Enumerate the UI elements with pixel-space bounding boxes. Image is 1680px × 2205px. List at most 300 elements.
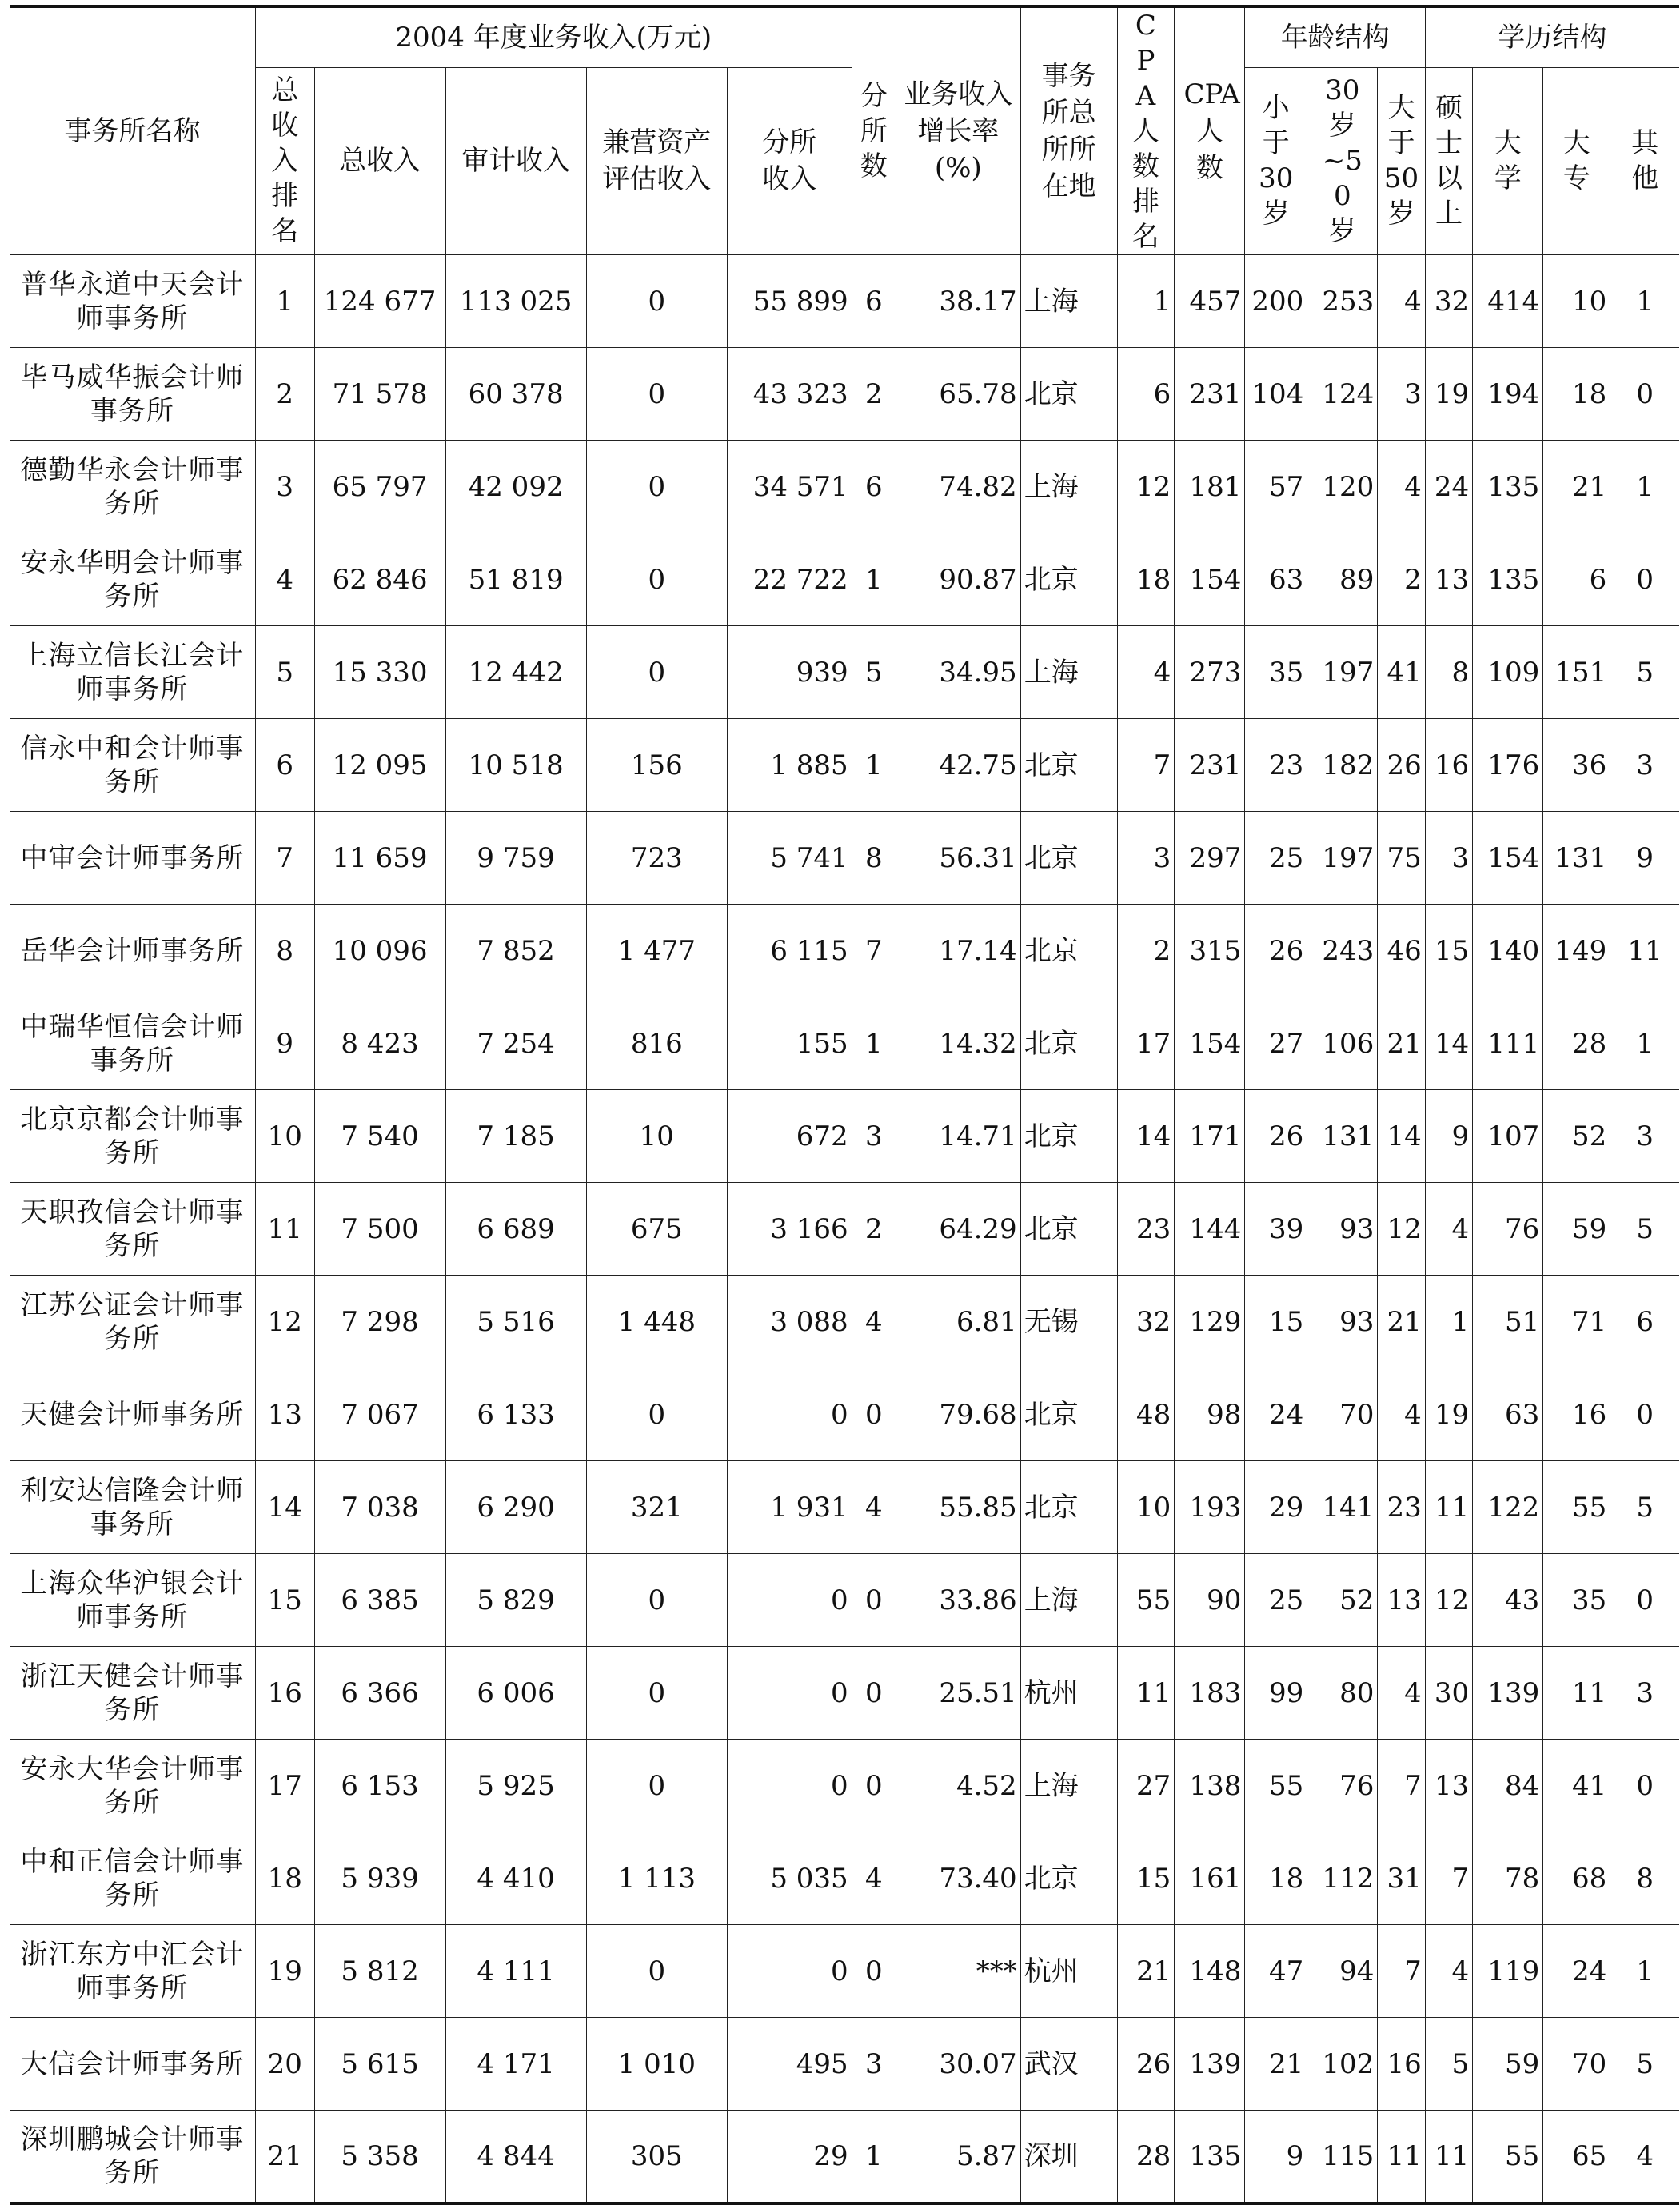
asset-eval-income-cell: 675 [586, 1183, 727, 1276]
audit-income-cell: 12 442 [445, 626, 586, 719]
edu-bachelor-cell: 176 [1473, 719, 1543, 812]
age-under-30-cell: 63 [1245, 533, 1307, 626]
age-over-50-cell: 23 [1378, 1461, 1425, 1554]
edu-bachelor-cell: 111 [1473, 997, 1543, 1090]
age-under-30-cell: 200 [1245, 255, 1307, 348]
asset-eval-income-cell: 1 010 [586, 2018, 727, 2111]
cpa-rank-cell: 32 [1117, 1276, 1175, 1368]
age-under-30-cell: 26 [1245, 905, 1307, 997]
cpa-rank-cell: 10 [1117, 1461, 1175, 1554]
cpa-count-cell: 154 [1175, 533, 1245, 626]
audit-income-cell: 60 378 [445, 348, 586, 441]
edu-other-cell: 1 [1610, 441, 1679, 533]
age-30-50-cell: 106 [1307, 997, 1378, 1090]
edu-other-cell: 6 [1610, 1276, 1679, 1368]
age-30-50-cell: 70 [1307, 1368, 1378, 1461]
edu-other-cell: 11 [1610, 905, 1679, 997]
edu-college-cell: 68 [1543, 1832, 1610, 1925]
age-over-50-cell: 13 [1378, 1554, 1425, 1647]
edu-college-cell: 35 [1543, 1554, 1610, 1647]
edu-college-cell: 151 [1543, 626, 1610, 719]
firm-name-cell: 天职孜信会计师事务所 [10, 1183, 255, 1276]
cpa-rank-cell: 21 [1117, 1925, 1175, 2018]
branch-income-cell: 155 [727, 997, 852, 1090]
audit-income-cell: 4 844 [445, 2111, 586, 2203]
table-row [10, 1554, 1679, 1647]
age-over-50-cell: 75 [1378, 812, 1425, 905]
cpa-count-cell: 231 [1175, 348, 1245, 441]
cpa-count-cell: 135 [1175, 2111, 1245, 2203]
income-rank-cell: 1 [255, 255, 314, 348]
header-growth-rate: 业务收入增长率(%) [896, 6, 1020, 255]
edu-other-cell: 8 [1610, 1832, 1679, 1925]
edu-college-cell: 70 [1543, 2018, 1610, 2111]
asset-eval-income-cell: 723 [586, 812, 727, 905]
edu-other-cell: 9 [1610, 812, 1679, 905]
edu-other-cell: 0 [1610, 1554, 1679, 1647]
edu-bachelor-cell: 109 [1473, 626, 1543, 719]
branch-income-cell: 672 [727, 1090, 852, 1183]
document-page [10, 5, 1679, 2205]
header-income-rank: 总收入排名 [255, 67, 314, 254]
edu-college-cell: 11 [1543, 1647, 1610, 1740]
growth-rate-cell: 5.87 [896, 2111, 1020, 2203]
growth-rate-cell: 74.82 [896, 441, 1020, 533]
firm-name-cell: 毕马威华振会计师事务所 [10, 348, 255, 441]
income-rank-cell: 16 [255, 1647, 314, 1740]
edu-master-cell: 13 [1425, 1740, 1472, 1832]
edu-bachelor-cell: 122 [1473, 1461, 1543, 1554]
total-income-cell: 124 677 [314, 255, 445, 348]
hq-location-cell: 北京 [1020, 1368, 1117, 1461]
age-30-50-cell: 93 [1307, 1183, 1378, 1276]
edu-other-cell: 4 [1610, 2111, 1679, 2203]
hq-location-cell: 北京 [1020, 1090, 1117, 1183]
growth-rate-cell: 6.81 [896, 1276, 1020, 1368]
branch-count-cell: 8 [852, 812, 896, 905]
firm-name-cell: 中和正信会计师事务所 [10, 1832, 255, 1925]
growth-rate-cell: 33.86 [896, 1554, 1020, 1647]
age-under-30-cell: 15 [1245, 1276, 1307, 1368]
hq-location-cell: 北京 [1020, 1832, 1117, 1925]
edu-master-cell: 12 [1425, 1554, 1472, 1647]
edu-bachelor-cell: 135 [1473, 441, 1543, 533]
age-over-50-cell: 14 [1378, 1090, 1425, 1183]
age-over-50-cell: 21 [1378, 997, 1425, 1090]
header-edu-college: 大专 [1543, 67, 1610, 254]
edu-college-cell: 41 [1543, 1740, 1610, 1832]
age-30-50-cell: 182 [1307, 719, 1378, 812]
table-row [10, 1647, 1679, 1740]
branch-count-cell: 3 [852, 1090, 896, 1183]
age-30-50-cell: 253 [1307, 255, 1378, 348]
income-rank-cell: 14 [255, 1461, 314, 1554]
edu-bachelor-cell: 84 [1473, 1740, 1543, 1832]
total-income-cell: 6 366 [314, 1647, 445, 1740]
hq-location-cell: 北京 [1020, 348, 1117, 441]
firm-name-cell: 中瑞华恒信会计师事务所 [10, 997, 255, 1090]
hq-location-cell: 杭州 [1020, 1647, 1117, 1740]
table-header [10, 6, 1679, 255]
cpa-rank-cell: 27 [1117, 1740, 1175, 1832]
branch-count-cell: 3 [852, 2018, 896, 2111]
audit-income-cell: 6 133 [445, 1368, 586, 1461]
income-rank-cell: 12 [255, 1276, 314, 1368]
firm-name-cell: 岳华会计师事务所 [10, 905, 255, 997]
header-age-under-30: 小于30岁 [1245, 67, 1307, 254]
age-under-30-cell: 9 [1245, 2111, 1307, 2203]
age-under-30-cell: 26 [1245, 1090, 1307, 1183]
total-income-cell: 7 038 [314, 1461, 445, 1554]
firm-name-cell: 信永中和会计师事务所 [10, 719, 255, 812]
age-over-50-cell: 7 [1378, 1740, 1425, 1832]
edu-bachelor-cell: 119 [1473, 1925, 1543, 2018]
edu-master-cell: 11 [1425, 1461, 1472, 1554]
firm-name-cell: 德勤华永会计师事务所 [10, 441, 255, 533]
age-over-50-cell: 12 [1378, 1183, 1425, 1276]
branch-income-cell: 0 [727, 1554, 852, 1647]
audit-income-cell: 42 092 [445, 441, 586, 533]
edu-master-cell: 15 [1425, 905, 1472, 997]
branch-income-cell: 55 899 [727, 255, 852, 348]
edu-bachelor-cell: 59 [1473, 2018, 1543, 2111]
table-row [10, 533, 1679, 626]
income-rank-cell: 19 [255, 1925, 314, 2018]
edu-other-cell: 5 [1610, 1461, 1679, 1554]
firm-name-cell: 上海众华沪银会计师事务所 [10, 1554, 255, 1647]
edu-college-cell: 36 [1543, 719, 1610, 812]
hq-location-cell: 北京 [1020, 533, 1117, 626]
header-branch-income: 分所收入 [727, 67, 852, 254]
branch-count-cell: 5 [852, 626, 896, 719]
edu-master-cell: 4 [1425, 1925, 1472, 2018]
age-over-50-cell: 26 [1378, 719, 1425, 812]
branch-income-cell: 3 088 [727, 1276, 852, 1368]
edu-bachelor-cell: 107 [1473, 1090, 1543, 1183]
growth-rate-cell: 73.40 [896, 1832, 1020, 1925]
asset-eval-income-cell: 816 [586, 997, 727, 1090]
edu-master-cell: 5 [1425, 2018, 1472, 2111]
cpa-count-cell: 297 [1175, 812, 1245, 905]
total-income-cell: 11 659 [314, 812, 445, 905]
edu-college-cell: 18 [1543, 348, 1610, 441]
audit-income-cell: 9 759 [445, 812, 586, 905]
income-rank-cell: 9 [255, 997, 314, 1090]
total-income-cell: 7 067 [314, 1368, 445, 1461]
total-income-cell: 65 797 [314, 441, 445, 533]
age-over-50-cell: 11 [1378, 2111, 1425, 2203]
age-over-50-cell: 4 [1378, 1368, 1425, 1461]
age-under-30-cell: 47 [1245, 1925, 1307, 2018]
total-income-cell: 10 096 [314, 905, 445, 997]
edu-college-cell: 131 [1543, 812, 1610, 905]
edu-bachelor-cell: 76 [1473, 1183, 1543, 1276]
growth-rate-cell: 30.07 [896, 2018, 1020, 2111]
asset-eval-income-cell: 0 [586, 1647, 727, 1740]
total-income-cell: 5 615 [314, 2018, 445, 2111]
hq-location-cell: 北京 [1020, 719, 1117, 812]
age-under-30-cell: 99 [1245, 1647, 1307, 1740]
edu-college-cell: 24 [1543, 1925, 1610, 2018]
age-under-30-cell: 35 [1245, 626, 1307, 719]
branch-count-cell: 0 [852, 1647, 896, 1740]
cpa-count-cell: 129 [1175, 1276, 1245, 1368]
branch-count-cell: 0 [852, 1554, 896, 1647]
firm-name-cell: 大信会计师事务所 [10, 2018, 255, 2111]
edu-college-cell: 28 [1543, 997, 1610, 1090]
hq-location-cell: 北京 [1020, 1461, 1117, 1554]
age-30-50-cell: 115 [1307, 2111, 1378, 2203]
income-rank-cell: 17 [255, 1740, 314, 1832]
branch-count-cell: 2 [852, 348, 896, 441]
edu-college-cell: 16 [1543, 1368, 1610, 1461]
edu-bachelor-cell: 194 [1473, 348, 1543, 441]
audit-income-cell: 113 025 [445, 255, 586, 348]
audit-income-cell: 4 171 [445, 2018, 586, 2111]
edu-college-cell: 52 [1543, 1090, 1610, 1183]
branch-count-cell: 1 [852, 2111, 896, 2203]
hq-location-cell: 上海 [1020, 1740, 1117, 1832]
edu-master-cell: 3 [1425, 812, 1472, 905]
growth-rate-cell: 64.29 [896, 1183, 1020, 1276]
branch-count-cell: 2 [852, 1183, 896, 1276]
age-over-50-cell: 7 [1378, 1925, 1425, 2018]
cpa-rank-cell: 3 [1117, 812, 1175, 905]
cpa-rank-cell: 2 [1117, 905, 1175, 997]
edu-other-cell: 3 [1610, 1647, 1679, 1740]
age-under-30-cell: 23 [1245, 719, 1307, 812]
edu-bachelor-cell: 78 [1473, 1832, 1543, 1925]
cpa-count-cell: 161 [1175, 1832, 1245, 1925]
audit-income-cell: 5 829 [445, 1554, 586, 1647]
audit-income-cell: 6 689 [445, 1183, 586, 1276]
cpa-rank-cell: 48 [1117, 1368, 1175, 1461]
table-row [10, 1740, 1679, 1832]
hq-location-cell: 北京 [1020, 905, 1117, 997]
growth-rate-cell: 38.17 [896, 255, 1020, 348]
cpa-rank-cell: 23 [1117, 1183, 1175, 1276]
audit-income-cell: 7 185 [445, 1090, 586, 1183]
total-income-cell: 7 500 [314, 1183, 445, 1276]
growth-rate-cell: 65.78 [896, 348, 1020, 441]
branch-income-cell: 43 323 [727, 348, 852, 441]
edu-master-cell: 13 [1425, 533, 1472, 626]
cpa-count-cell: 193 [1175, 1461, 1245, 1554]
table-row [10, 1276, 1679, 1368]
edu-other-cell: 1 [1610, 1925, 1679, 2018]
cpa-count-cell: 154 [1175, 997, 1245, 1090]
age-30-50-cell: 80 [1307, 1647, 1378, 1740]
header-hq-location: 事务所总所所在地 [1020, 6, 1117, 255]
age-over-50-cell: 4 [1378, 255, 1425, 348]
income-rank-cell: 11 [255, 1183, 314, 1276]
edu-bachelor-cell: 51 [1473, 1276, 1543, 1368]
asset-eval-income-cell: 0 [586, 1368, 727, 1461]
accounting-firms-table [10, 5, 1679, 2205]
age-under-30-cell: 29 [1245, 1461, 1307, 1554]
total-income-cell: 71 578 [314, 348, 445, 441]
cpa-rank-cell: 6 [1117, 348, 1175, 441]
branch-income-cell: 0 [727, 1925, 852, 2018]
cpa-rank-cell: 4 [1117, 626, 1175, 719]
edu-bachelor-cell: 139 [1473, 1647, 1543, 1740]
hq-location-cell: 深圳 [1020, 2111, 1117, 2203]
income-rank-cell: 15 [255, 1554, 314, 1647]
edu-college-cell: 149 [1543, 905, 1610, 997]
age-over-50-cell: 41 [1378, 626, 1425, 719]
edu-master-cell: 19 [1425, 1368, 1472, 1461]
edu-other-cell: 0 [1610, 1740, 1679, 1832]
age-under-30-cell: 25 [1245, 812, 1307, 905]
firm-name-cell: 天健会计师事务所 [10, 1368, 255, 1461]
firm-name-cell: 深圳鹏城会计师事务所 [10, 2111, 255, 2203]
asset-eval-income-cell: 0 [586, 1554, 727, 1647]
branch-count-cell: 4 [852, 1276, 896, 1368]
growth-rate-cell: 14.71 [896, 1090, 1020, 1183]
edu-other-cell: 5 [1610, 626, 1679, 719]
age-30-50-cell: 52 [1307, 1554, 1378, 1647]
total-income-cell: 6 385 [314, 1554, 445, 1647]
branch-count-cell: 4 [852, 1461, 896, 1554]
header-age-30-50: 30岁~50岁 [1307, 67, 1378, 254]
edu-other-cell: 0 [1610, 348, 1679, 441]
growth-rate-cell: 42.75 [896, 719, 1020, 812]
header-audit-income: 审计收入 [445, 67, 586, 254]
audit-income-cell: 4 111 [445, 1925, 586, 2018]
income-rank-cell: 18 [255, 1832, 314, 1925]
branch-income-cell: 3 166 [727, 1183, 852, 1276]
cpa-rank-cell: 55 [1117, 1554, 1175, 1647]
table-row [10, 812, 1679, 905]
header-age-over-50: 大于50岁 [1378, 67, 1425, 254]
audit-income-cell: 6 006 [445, 1647, 586, 1740]
asset-eval-income-cell: 1 448 [586, 1276, 727, 1368]
income-rank-cell: 5 [255, 626, 314, 719]
growth-rate-cell: *** [896, 1925, 1020, 2018]
edu-college-cell: 55 [1543, 1461, 1610, 1554]
age-30-50-cell: 112 [1307, 1832, 1378, 1925]
cpa-count-cell: 98 [1175, 1368, 1245, 1461]
cpa-rank-cell: 18 [1117, 533, 1175, 626]
age-over-50-cell: 16 [1378, 2018, 1425, 2111]
branch-count-cell: 6 [852, 441, 896, 533]
edu-bachelor-cell: 140 [1473, 905, 1543, 997]
edu-bachelor-cell: 154 [1473, 812, 1543, 905]
header-total-income: 总收入 [314, 67, 445, 254]
income-rank-cell: 4 [255, 533, 314, 626]
edu-college-cell: 65 [1543, 2111, 1610, 2203]
age-over-50-cell: 2 [1378, 533, 1425, 626]
total-income-cell: 7 540 [314, 1090, 445, 1183]
total-income-cell: 5 358 [314, 2111, 445, 2203]
age-over-50-cell: 46 [1378, 905, 1425, 997]
edu-other-cell: 1 [1610, 997, 1679, 1090]
hq-location-cell: 北京 [1020, 997, 1117, 1090]
growth-rate-cell: 79.68 [896, 1368, 1020, 1461]
growth-rate-cell: 25.51 [896, 1647, 1020, 1740]
edu-other-cell: 1 [1610, 255, 1679, 348]
hq-location-cell: 杭州 [1020, 1925, 1117, 2018]
asset-eval-income-cell: 0 [586, 533, 727, 626]
header-income-group: 2004 年度业务收入(万元) [255, 6, 852, 67]
cpa-rank-cell: 28 [1117, 2111, 1175, 2203]
table-row [10, 441, 1679, 533]
audit-income-cell: 5 516 [445, 1276, 586, 1368]
edu-master-cell: 32 [1425, 255, 1472, 348]
asset-eval-income-cell: 1 477 [586, 905, 727, 997]
age-under-30-cell: 24 [1245, 1368, 1307, 1461]
audit-income-cell: 10 518 [445, 719, 586, 812]
header-edu-master: 硕士以上 [1425, 67, 1472, 254]
total-income-cell: 62 846 [314, 533, 445, 626]
header-asset-eval-income: 兼营资产评估收入 [586, 67, 727, 254]
branch-income-cell: 22 722 [727, 533, 852, 626]
edu-college-cell: 71 [1543, 1276, 1610, 1368]
age-over-50-cell: 4 [1378, 1647, 1425, 1740]
age-30-50-cell: 93 [1307, 1276, 1378, 1368]
table-row [10, 1090, 1679, 1183]
firm-name-cell: 利安达信隆会计师事务所 [10, 1461, 255, 1554]
asset-eval-income-cell: 321 [586, 1461, 727, 1554]
hq-location-cell: 上海 [1020, 255, 1117, 348]
table-row [10, 719, 1679, 812]
header-firm-name: 事务所名称 [10, 6, 255, 255]
age-under-30-cell: 55 [1245, 1740, 1307, 1832]
asset-eval-income-cell: 0 [586, 255, 727, 348]
audit-income-cell: 7 254 [445, 997, 586, 1090]
table-row [10, 626, 1679, 719]
edu-master-cell: 1 [1425, 1276, 1472, 1368]
header-edu-other: 其他 [1610, 67, 1679, 254]
total-income-cell: 5 939 [314, 1832, 445, 1925]
age-over-50-cell: 3 [1378, 348, 1425, 441]
table-row [10, 255, 1679, 348]
edu-bachelor-cell: 55 [1473, 2111, 1543, 2203]
cpa-rank-cell: 12 [1117, 441, 1175, 533]
edu-master-cell: 9 [1425, 1090, 1472, 1183]
edu-college-cell: 6 [1543, 533, 1610, 626]
audit-income-cell: 7 852 [445, 905, 586, 997]
edu-college-cell: 59 [1543, 1183, 1610, 1276]
edu-other-cell: 3 [1610, 1090, 1679, 1183]
total-income-cell: 8 423 [314, 997, 445, 1090]
income-rank-cell: 21 [255, 2111, 314, 2203]
branch-count-cell: 1 [852, 533, 896, 626]
age-under-30-cell: 25 [1245, 1554, 1307, 1647]
growth-rate-cell: 4.52 [896, 1740, 1020, 1832]
table-body [10, 255, 1679, 2203]
firm-name-cell: 浙江天健会计师事务所 [10, 1647, 255, 1740]
age-under-30-cell: 21 [1245, 2018, 1307, 2111]
audit-income-cell: 51 819 [445, 533, 586, 626]
table-row [10, 2018, 1679, 2111]
audit-income-cell: 5 925 [445, 1740, 586, 1832]
hq-location-cell: 上海 [1020, 626, 1117, 719]
audit-income-cell: 4 410 [445, 1832, 586, 1925]
branch-count-cell: 0 [852, 1368, 896, 1461]
branch-income-cell: 34 571 [727, 441, 852, 533]
header-edu-group: 学历结构 [1425, 6, 1679, 67]
branch-income-cell: 29 [727, 2111, 852, 2203]
income-rank-cell: 7 [255, 812, 314, 905]
header-edu-bachelor: 大学 [1473, 67, 1543, 254]
edu-other-cell: 0 [1610, 533, 1679, 626]
edu-bachelor-cell: 43 [1473, 1554, 1543, 1647]
age-30-50-cell: 243 [1307, 905, 1378, 997]
income-rank-cell: 8 [255, 905, 314, 997]
branch-count-cell: 6 [852, 255, 896, 348]
edu-master-cell: 4 [1425, 1183, 1472, 1276]
